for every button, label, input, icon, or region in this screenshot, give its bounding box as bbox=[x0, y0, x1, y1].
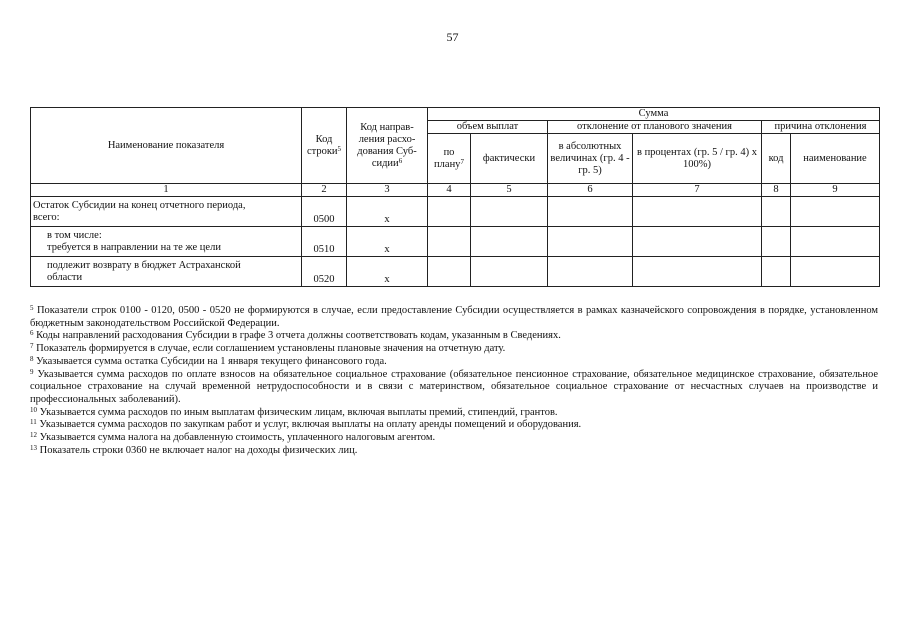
footnote-text: Коды направлений расходования Субсидии в графе 3 отчета должны соответствовать кодам, указанным в Сведениях. bbox=[36, 330, 561, 342]
footnote-number: 12 bbox=[30, 431, 37, 440]
table-cell bbox=[762, 197, 791, 227]
header-deviation-group: отклонение от планового значения bbox=[548, 121, 762, 134]
footnote bbox=[30, 356, 878, 369]
table-cell bbox=[791, 257, 880, 287]
table-cell bbox=[471, 197, 548, 227]
footnote-number: 11 bbox=[30, 418, 37, 427]
table-row bbox=[31, 197, 880, 227]
column-number: 4 bbox=[428, 184, 471, 197]
row-code: 0510 bbox=[302, 227, 347, 257]
column-number: 1 bbox=[31, 184, 302, 197]
footnote-text: Указывается сумма расходов по оплате взносов на обязательное социальное страхование (обязательное пенсионное страхование, обязательное медицинское страхование, обязательное социальное страхование на случай временной нетрудоспособности и в связи с материнством, обязательное социальное страхование от несчастных случаев на производстве и профессиональных заболеваний). bbox=[30, 368, 879, 405]
header-reason-name-column: наименование bbox=[791, 134, 880, 184]
footnote-text: Указывается сумма налога на добавленную стоимость, уплаченного налоговым агентом. bbox=[39, 432, 436, 444]
header-sum-group: Сумма bbox=[428, 108, 880, 121]
footnote-number: 6 bbox=[30, 329, 34, 338]
footnote bbox=[30, 343, 878, 356]
footnote bbox=[30, 330, 878, 343]
column-number: 7 bbox=[633, 184, 762, 197]
footnote-number: 9 bbox=[30, 367, 34, 376]
column-number: 3 bbox=[347, 184, 428, 197]
row-name: в том числе: требуется в направлении на те же цели bbox=[31, 227, 302, 257]
table-cell bbox=[633, 197, 762, 227]
footnote bbox=[30, 305, 878, 330]
header-code-column: Код строки$^5$ bbox=[302, 108, 347, 184]
header-abs-column: в абсолютных величинах (гр. 4 - гр. 5) bbox=[548, 134, 633, 184]
table-cell bbox=[633, 257, 762, 287]
footnote bbox=[30, 369, 878, 407]
header-payments-group: объем выплат bbox=[428, 121, 548, 134]
row-code: 0500 bbox=[302, 197, 347, 227]
header-reason-group: причина отклонения bbox=[762, 121, 880, 134]
column-number: 5 bbox=[471, 184, 548, 197]
table-cell bbox=[471, 257, 548, 287]
row-direction: x bbox=[347, 197, 428, 227]
table-cell bbox=[471, 227, 548, 257]
table-cell bbox=[548, 227, 633, 257]
row-name: подлежит возврату в бюджет Астраханской области bbox=[31, 257, 302, 287]
column-number: 2 bbox=[302, 184, 347, 197]
table-cell bbox=[762, 257, 791, 287]
table-row bbox=[31, 227, 880, 257]
column-number-row bbox=[31, 184, 880, 197]
header-actual-column: фактически bbox=[471, 134, 548, 184]
footnote-text: Указывается сумма расходов по закупкам работ и услуг, включая выплаты на оплату аренды помещений и оборудования. bbox=[39, 419, 582, 431]
footnote-number: 5 bbox=[30, 304, 34, 312]
table-cell bbox=[791, 197, 880, 227]
table-cell bbox=[633, 227, 762, 257]
row-direction: x bbox=[347, 257, 428, 287]
footnote bbox=[30, 407, 878, 420]
footnote bbox=[30, 432, 878, 445]
subsidy-report-table bbox=[30, 107, 880, 287]
header-reason-code-column: код bbox=[762, 134, 791, 184]
table-cell bbox=[548, 197, 633, 227]
table-cell bbox=[428, 227, 471, 257]
column-number: 8 bbox=[762, 184, 791, 197]
footnote-number: 8 bbox=[30, 354, 34, 363]
row-name: Остаток Субсидии на конец отчетного периода, всего: bbox=[31, 197, 302, 227]
header-pct-column: в процентах (гр. 5 / гр. 4) x 100%) bbox=[633, 134, 762, 184]
footnote-text: Показатели строк 0100 - 0120, 0500 - 0520 не формируются в случае, если предоставление Субсидии осуществляется в рамках казначейского сопровождения в порядке, установленном бюджетным законодательством Российской Федерации. bbox=[30, 305, 879, 329]
footnote bbox=[30, 445, 878, 458]
row-direction: x bbox=[347, 227, 428, 257]
table-cell bbox=[791, 227, 880, 257]
footnote-number: 10 bbox=[30, 405, 37, 414]
header-name-column: Наименование показателя bbox=[31, 108, 302, 184]
table-row bbox=[31, 257, 880, 287]
footnote bbox=[30, 419, 878, 432]
column-number: 6 bbox=[548, 184, 633, 197]
footnote-text: Указывается сумма расходов по иным выплатам физическим лицам, включая выплаты премий, стипендий, грантов. bbox=[39, 406, 558, 418]
footnote-text: Указывается сумма остатка Субсидии на 1 января текущего финансового года. bbox=[36, 355, 387, 367]
column-number: 9 bbox=[791, 184, 880, 197]
footnote-text: Показатель формируется в случае, если соглашением установлены плановые значения на отчетную дату. bbox=[36, 343, 506, 355]
footnote-number: 13 bbox=[30, 443, 37, 452]
footnotes bbox=[30, 305, 878, 457]
header-plan-column: по плану$^7$ bbox=[428, 134, 471, 184]
footnote-text: Показатель строки 0360 не включает налог на доходы физических лиц. bbox=[39, 444, 358, 456]
page-number: 57 bbox=[446, 30, 459, 44]
table-cell bbox=[428, 257, 471, 287]
table-cell bbox=[428, 197, 471, 227]
header-direction-code-column: Код направ-ления расхо-дования Суб-сидии$^6$ bbox=[347, 108, 428, 184]
row-code: 0520 bbox=[302, 257, 347, 287]
table-cell bbox=[548, 257, 633, 287]
footnote-number: 7 bbox=[30, 342, 34, 351]
table-cell bbox=[762, 227, 791, 257]
